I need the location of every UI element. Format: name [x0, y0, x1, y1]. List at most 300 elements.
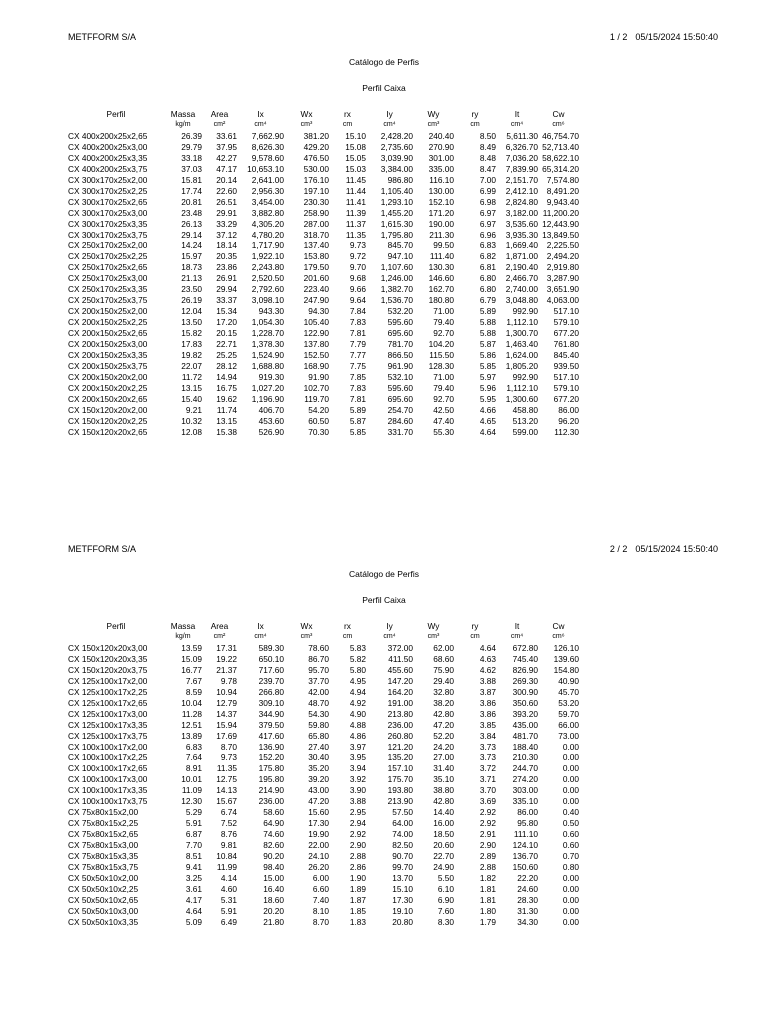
value-cell: 7.85 [349, 371, 366, 382]
value-cell: 15.82 [181, 328, 202, 339]
value-cell: 476.50 [303, 152, 329, 163]
profile-name-cell: CX 100x100x17x3,35 [68, 785, 148, 796]
profile-type-subtitle: Perfil Caixa [362, 83, 406, 93]
value-cell: 37.95 [216, 141, 237, 152]
value-cell: 9,943.40 [546, 196, 579, 207]
value-cell: 3,039.90 [380, 152, 413, 163]
value-cell: 135.20 [387, 752, 413, 763]
profile-name-cell: CX 100x100x17x2,65 [68, 763, 148, 774]
profile-name-cell: CX 300x170x25x2,65 [68, 196, 148, 207]
table-row [66, 829, 579, 840]
value-cell: 7,036.20 [505, 152, 538, 163]
value-cell: 6.90 [437, 894, 454, 905]
value-cell: 481.70 [512, 730, 538, 741]
value-cell: 7.83 [349, 382, 366, 393]
value-cell: 0.80 [562, 862, 579, 873]
value-cell: 6.74 [220, 807, 237, 818]
value-cell: 15.03 [345, 163, 366, 174]
value-cell: 98.40 [263, 862, 284, 873]
value-cell: 86.00 [517, 807, 538, 818]
value-cell: 19.82 [181, 350, 202, 361]
value-cell: 20.20 [263, 905, 284, 916]
value-cell: 513.20 [512, 415, 538, 426]
value-cell: 91.90 [308, 371, 329, 382]
profile-name-cell: CX 200x150x20x2,65 [68, 393, 148, 404]
value-cell: 191.00 [387, 697, 413, 708]
value-cell: 213.90 [387, 796, 413, 807]
value-cell: 379.50 [258, 719, 284, 730]
units-row [66, 632, 579, 643]
value-cell: 0.00 [562, 883, 579, 894]
value-cell: 137.80 [303, 339, 329, 350]
profile-name-cell: CX 250x170x25x2,65 [68, 262, 148, 273]
value-cell: 230.30 [303, 196, 329, 207]
header-row [66, 621, 579, 632]
value-cell: 0.00 [562, 894, 579, 905]
value-cell: 8.91 [185, 763, 202, 774]
report-datetime: 05/15/2024 15:50:40 [635, 544, 718, 554]
value-cell: 3.69 [479, 796, 496, 807]
value-cell: 17.30 [392, 894, 413, 905]
value-cell: 42.80 [433, 796, 454, 807]
value-cell: 260.80 [387, 730, 413, 741]
value-cell: 1,615.30 [380, 218, 413, 229]
column-header: Massa [170, 621, 196, 632]
value-cell: 0.00 [562, 785, 579, 796]
value-cell: 52.20 [433, 730, 454, 741]
value-cell: 29.91 [216, 207, 237, 218]
value-cell: 9.21 [185, 404, 202, 415]
value-cell: 9.64 [349, 295, 366, 306]
value-cell: 1.81 [479, 883, 496, 894]
value-cell: 122.90 [303, 328, 329, 339]
value-cell: 16.40 [263, 883, 284, 894]
value-cell: 6.82 [479, 251, 496, 262]
value-cell: 15.34 [216, 306, 237, 317]
value-cell: 3.92 [349, 774, 366, 785]
value-cell: 0.40 [562, 807, 579, 818]
value-cell: 8.10 [312, 905, 329, 916]
table-row [66, 807, 579, 818]
value-cell: 429.20 [303, 141, 329, 152]
value-cell: 179.50 [303, 262, 329, 273]
value-cell: 90.20 [263, 851, 284, 862]
value-cell: 37.70 [308, 675, 329, 686]
table-row [66, 284, 579, 295]
value-cell: 26.39 [181, 130, 202, 141]
value-cell: 197.10 [303, 185, 329, 196]
value-cell: 258.90 [303, 207, 329, 218]
table-row [66, 339, 579, 350]
unit-label: cm⁴ [383, 121, 396, 128]
value-cell: 1.85 [349, 905, 366, 916]
unit-label: cm⁴ [510, 633, 524, 640]
value-cell: 6.87 [185, 829, 202, 840]
value-cell: 12.75 [216, 774, 237, 785]
value-cell: 17.69 [216, 730, 237, 741]
value-cell: 21.37 [216, 664, 237, 675]
value-cell: 2,428.20 [380, 130, 413, 141]
value-cell: 64.00 [392, 818, 413, 829]
value-cell: 3,182.00 [505, 207, 538, 218]
value-cell: 943.30 [258, 306, 284, 317]
value-cell: 42.00 [308, 686, 329, 697]
column-header: Perfil [106, 109, 126, 120]
value-cell: 11,200.20 [542, 207, 579, 218]
value-cell: 75.90 [433, 664, 454, 675]
profile-name-cell: CX 200x150x25x3,00 [68, 339, 148, 350]
value-cell: 154.80 [553, 664, 579, 675]
value-cell: 11.09 [181, 785, 202, 796]
value-cell: 0.00 [562, 796, 579, 807]
value-cell: 30.40 [308, 752, 329, 763]
value-cell: 20.14 [216, 174, 237, 185]
value-cell: 176.10 [303, 174, 329, 185]
value-cell: 24.90 [433, 862, 454, 873]
column-header: Iy [386, 109, 393, 120]
value-cell: 223.40 [303, 284, 329, 295]
value-cell: 168.90 [303, 360, 329, 371]
value-cell: 99.70 [392, 862, 413, 873]
column-header: It [514, 109, 520, 120]
value-cell: 70.30 [308, 426, 329, 437]
table-row [66, 142, 579, 153]
table-row [66, 416, 579, 427]
value-cell: 16.00 [433, 818, 454, 829]
column-header: Ix [257, 109, 264, 120]
unit-label: cm² [213, 121, 226, 128]
value-cell: 22.70 [433, 851, 454, 862]
value-cell: 10,653.10 [247, 163, 284, 174]
table-row [66, 851, 579, 862]
column-header: Wx [300, 621, 313, 632]
page-info [602, 544, 718, 554]
value-cell: 5.09 [185, 916, 202, 927]
value-cell: 19.90 [308, 829, 329, 840]
catalog-title: Catálogo de Perfis [349, 57, 419, 67]
value-cell: 1.87 [349, 894, 366, 905]
value-cell: 9.66 [349, 284, 366, 295]
value-cell: 210.30 [512, 752, 538, 763]
unit-label: cm³ [427, 121, 440, 128]
value-cell: 1,795.80 [380, 229, 413, 240]
value-cell: 717.60 [258, 664, 284, 675]
unit-label: cm⁴ [254, 633, 267, 640]
value-cell: 9.70 [349, 262, 366, 273]
value-cell: 12.79 [216, 697, 237, 708]
profile-name-cell: CX 50x50x10x2,65 [68, 894, 139, 905]
value-cell: 0.00 [562, 752, 579, 763]
value-cell: 136.90 [258, 741, 284, 752]
value-cell: 1,669.40 [505, 240, 538, 251]
profile-name-cell: CX 200x150x20x2,00 [68, 371, 148, 382]
value-cell: 1,300.60 [505, 393, 538, 404]
value-cell: 5.87 [479, 339, 496, 350]
profile-name-cell: CX 300x170x25x2,00 [68, 174, 148, 185]
profile-name-cell: CX 150x120x20x3,00 [68, 642, 148, 653]
value-cell: 1,455.20 [380, 207, 413, 218]
value-cell: 119.70 [304, 393, 329, 404]
company-name: METFFORM S/A [68, 544, 136, 554]
value-cell: 16.75 [216, 382, 237, 393]
value-cell: 73.00 [558, 730, 579, 741]
value-cell: 4.92 [349, 697, 366, 708]
value-cell: 79.40 [433, 317, 454, 328]
value-cell: 6.96 [479, 229, 496, 240]
value-cell: 82.60 [263, 840, 284, 851]
profile-name-cell: CX 150x120x20x3,75 [68, 664, 148, 675]
value-cell: 130.30 [428, 262, 454, 273]
header-row [66, 109, 579, 120]
table-row [66, 785, 579, 796]
profile-name-cell: CX 250x170x25x2,25 [68, 251, 148, 262]
value-cell: 86.00 [558, 404, 579, 415]
value-cell: 193.80 [387, 785, 413, 796]
value-cell: 111.40 [429, 251, 454, 262]
value-cell: 48.70 [308, 697, 329, 708]
value-cell: 411.50 [388, 653, 413, 664]
value-cell: 3,535.60 [505, 218, 538, 229]
value-cell: 947.10 [387, 251, 413, 262]
value-cell: 96.20 [558, 415, 579, 426]
value-cell: 20.60 [433, 840, 454, 851]
value-cell: 7.81 [349, 328, 366, 339]
value-cell: 4,780.20 [251, 229, 284, 240]
value-cell: 455.60 [387, 664, 413, 675]
value-cell: 128.30 [428, 360, 454, 371]
value-cell: 393.20 [512, 708, 538, 719]
value-cell: 9.68 [349, 273, 366, 284]
value-cell: 2.88 [349, 851, 366, 862]
value-cell: 9,578.60 [251, 152, 284, 163]
table-row [66, 306, 579, 317]
value-cell: 8.70 [312, 916, 329, 927]
table-row [66, 175, 579, 186]
value-cell: 3.85 [479, 719, 496, 730]
value-cell: 15.94 [216, 719, 237, 730]
column-header: Wx [300, 109, 313, 120]
units-row [66, 120, 579, 131]
profile-name-cell: CX 300x170x25x2,25 [68, 185, 148, 196]
value-cell: 38.80 [433, 785, 454, 796]
profile-name-cell: CX 75x80x15x2,65 [68, 829, 139, 840]
page-number: 1 / 2 [609, 32, 628, 42]
value-cell: 13.15 [181, 382, 202, 393]
value-cell: 24.20 [433, 741, 454, 752]
value-cell: 939.50 [553, 360, 579, 371]
value-cell: 65,314.20 [542, 163, 579, 174]
value-cell: 2.92 [479, 818, 496, 829]
value-cell: 579.10 [553, 382, 579, 393]
value-cell: 2,243.80 [251, 262, 284, 273]
value-cell: 137.40 [303, 240, 329, 251]
profile-name-cell: CX 125x100x17x3,35 [68, 719, 148, 730]
value-cell: 2,494.20 [546, 251, 579, 262]
value-cell: 5.31 [220, 894, 237, 905]
column-header: Area [210, 621, 229, 632]
value-cell: 1,382.70 [380, 284, 413, 295]
value-cell: 59.70 [558, 708, 579, 719]
value-cell: 213.80 [387, 708, 413, 719]
value-cell: 8,491.20 [546, 185, 579, 196]
value-cell: 7,839.90 [505, 163, 538, 174]
value-cell: 695.60 [387, 393, 413, 404]
value-cell: 4.14 [220, 872, 237, 883]
value-cell: 13.15 [216, 415, 237, 426]
value-cell: 4.64 [479, 642, 496, 653]
value-cell: 26.20 [308, 862, 329, 873]
value-cell: 22.71 [216, 339, 237, 350]
column-header: Iy [386, 621, 393, 632]
value-cell: 33.37 [216, 295, 237, 306]
value-cell: 3,287.90 [546, 273, 579, 284]
value-cell: 18.14 [216, 240, 237, 251]
profile-name-cell: CX 200x150x25x2,65 [68, 328, 148, 339]
value-cell: 45.70 [558, 686, 579, 697]
value-cell: 47.40 [433, 415, 454, 426]
value-cell: 761.80 [553, 339, 579, 350]
value-cell: 3.71 [479, 774, 496, 785]
unit-label: cm³ [300, 121, 313, 128]
value-cell: 1,536.70 [380, 295, 413, 306]
value-cell: 152.10 [428, 196, 454, 207]
value-cell: 29.94 [216, 284, 237, 295]
value-cell: 3.86 [479, 708, 496, 719]
value-cell: 10.32 [181, 415, 202, 426]
value-cell: 2,190.40 [505, 262, 538, 273]
unit-label: cm⁴ [510, 121, 524, 128]
table-row [66, 884, 579, 895]
value-cell: 4.95 [349, 675, 366, 686]
value-cell: 54.20 [308, 404, 329, 415]
profile-name-cell: CX 150x120x20x2,25 [68, 415, 148, 426]
value-cell: 20.15 [216, 328, 237, 339]
value-cell: 24.10 [308, 851, 329, 862]
value-cell: 42.80 [433, 708, 454, 719]
value-cell: 5.89 [479, 306, 496, 317]
value-cell: 650.10 [258, 653, 284, 664]
value-cell: 171.20 [428, 207, 454, 218]
value-cell: 5.89 [349, 404, 366, 415]
unit-label: cm³ [427, 633, 440, 640]
table-row [66, 240, 579, 251]
value-cell: 47.17 [216, 163, 237, 174]
column-header: Massa [170, 109, 196, 120]
value-cell: 4.88 [349, 719, 366, 730]
profile-name-cell: CX 200x150x25x3,35 [68, 350, 148, 361]
value-cell: 8.59 [185, 686, 202, 697]
value-cell: 26.19 [181, 295, 202, 306]
profile-name-cell: CX 200x150x25x2,25 [68, 317, 148, 328]
value-cell: 26.91 [216, 273, 237, 284]
profile-name-cell: CX 125x100x17x2,25 [68, 686, 148, 697]
value-cell: 5.96 [479, 382, 496, 393]
value-cell: 37.03 [181, 163, 202, 174]
profile-table [66, 109, 579, 438]
value-cell: 0.70 [562, 851, 579, 862]
unit-label: cm⁴ [383, 633, 396, 640]
value-cell: 9.78 [220, 675, 237, 686]
value-cell: 175.70 [387, 774, 413, 785]
value-cell: 15.10 [392, 883, 413, 894]
value-cell: 530.00 [303, 163, 329, 174]
value-cell: 595.60 [387, 382, 413, 393]
value-cell: 8.30 [437, 916, 454, 927]
value-cell: 1.81 [479, 894, 496, 905]
table-row [66, 208, 579, 219]
value-cell: 6.97 [479, 218, 496, 229]
value-cell: 4,305.20 [251, 218, 284, 229]
value-cell: 32.80 [433, 686, 454, 697]
profile-name-cell: CX 300x170x25x3,35 [68, 218, 148, 229]
value-cell: 157.10 [387, 763, 413, 774]
value-cell: 15.97 [181, 251, 202, 262]
profile-name-cell: CX 125x100x17x2,00 [68, 675, 148, 686]
value-cell: 15.05 [345, 152, 366, 163]
profile-name-cell: CX 400x200x25x3,75 [68, 163, 148, 174]
value-cell: 3.73 [479, 741, 496, 752]
profile-name-cell: CX 400x200x25x3,00 [68, 141, 148, 152]
value-cell: 3,651.90 [546, 284, 579, 295]
value-cell: 162.70 [428, 284, 454, 295]
value-cell: 64.90 [263, 818, 284, 829]
value-cell: 214.90 [258, 785, 284, 796]
value-cell: 19.10 [392, 905, 413, 916]
table-row [66, 131, 579, 142]
table-row [66, 230, 579, 241]
value-cell: 22.07 [181, 360, 202, 371]
value-cell: 6,326.70 [505, 141, 538, 152]
value-cell: 15.38 [216, 426, 237, 437]
value-cell: 11.45 [345, 174, 366, 185]
value-cell: 26.13 [181, 218, 202, 229]
value-cell: 33.61 [216, 130, 237, 141]
value-cell: 5.80 [349, 664, 366, 675]
value-cell: 589.30 [258, 642, 284, 653]
value-cell: 8.50 [479, 130, 496, 141]
profile-name-cell: CX 200x150x25x2,00 [68, 306, 148, 317]
value-cell: 826.90 [512, 664, 538, 675]
value-cell: 95.70 [308, 664, 329, 675]
table-row [66, 405, 579, 416]
value-cell: 1,228.70 [251, 328, 284, 339]
value-cell: 517.10 [553, 306, 579, 317]
value-cell: 11.72 [181, 371, 202, 382]
value-cell: 121.20 [387, 741, 413, 752]
value-cell: 3,384.00 [380, 163, 413, 174]
value-cell: 4.90 [349, 708, 366, 719]
value-cell: 7.60 [437, 905, 454, 916]
value-cell: 3.70 [479, 785, 496, 796]
value-cell: 6.83 [185, 741, 202, 752]
value-cell: 33.29 [216, 218, 237, 229]
value-cell: 5.88 [479, 328, 496, 339]
value-cell: 29.40 [433, 675, 454, 686]
value-cell: 5.87 [349, 415, 366, 426]
value-cell: 0.50 [562, 818, 579, 829]
value-cell: 42.27 [216, 152, 237, 163]
value-cell: 8.70 [220, 741, 237, 752]
value-cell: 9.72 [349, 251, 366, 262]
value-cell: 9.41 [185, 862, 202, 873]
value-cell: 3.94 [349, 763, 366, 774]
value-cell: 7.00 [479, 174, 496, 185]
profile-name-cell: CX 200x150x20x2,25 [68, 382, 148, 393]
value-cell: 47.20 [308, 796, 329, 807]
value-cell: 3,048.80 [505, 295, 538, 306]
value-cell: 845.40 [553, 350, 579, 361]
value-cell: 7.83 [349, 317, 366, 328]
